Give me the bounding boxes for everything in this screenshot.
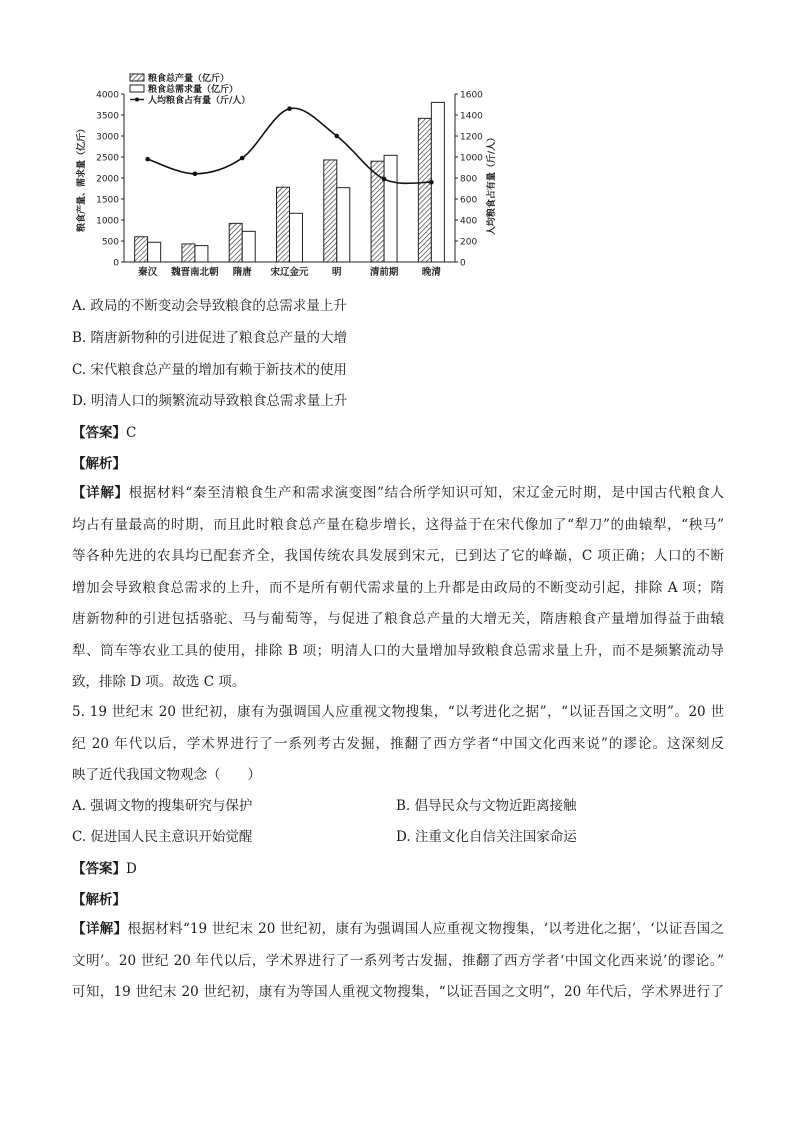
y2-axis-title: 人均粮食占有量（斤/人） [487,132,497,236]
production-bar [324,160,337,262]
q5-option-a: A. 强调文物的搜集研究与保护 [72,798,253,814]
y2-tick-label: 0 [460,258,466,269]
production-bar [418,118,431,262]
q5-detail [72,914,724,1009]
production-bar [182,244,195,262]
stem-line: 纪 20 年代以后，学术界进行了一系列考古发掘，推翻了西方学者“中国文化西来说”的谬论。这深刻反 [72,735,724,752]
detail-line: 等各种先进的农具均已配套齐全，我国传统农具发展到宋元，已到达了它的峰巅，C 项正确；人口的不断 [72,548,724,564]
category-label: 魏晋南北朝 [171,267,219,278]
q5-analysis-label: 【解析】 [72,892,126,908]
detail-line: 犁、筒车等农业工具的使用，排除 B 项；明清人口的大量增加导致粮食总需求量上升，而不是频繁流动导 [72,642,724,659]
per-capita-point [429,180,434,185]
stem-line: 5. 19 世纪末 20 世纪初，康有为强调国人应重视文物搜集，“以考进化之据”，“以证吾国之文明”。20 世 [72,704,724,720]
detail-line: 可知，19 世纪末 20 世纪初，康有为等国人重视文物搜集，“以证吾国之文明”，20 年代后，学术界进行了 [72,984,724,1000]
grain-chart [70,68,510,284]
answer-label: 【答案】 [72,861,126,877]
y-tick-label: 4000 [96,90,119,101]
q5-option-c: C. 促进国人民主意识开始觉醒 [72,829,253,845]
category-label: 晚清 [421,267,441,278]
q5-option-b: B. 倡导民众与文物近距离接触 [396,798,577,814]
detail-text: 根据材料“19 世纪末 20 世纪初，康有为强调国人应重视文物搜集，‘以考进化之据’，‘以证吾国之 [127,921,724,937]
y2-tick-label: 400 [460,216,478,227]
demand-bar [148,242,161,262]
legend-label: 粮食总产量（亿斤） [148,74,230,84]
y-tick-label: 3000 [96,132,119,143]
production-bar [371,161,384,262]
detail-line [72,914,724,946]
y-tick-label: 1000 [96,216,119,227]
legend-label: 人均粮食占有量（斤/人） [148,96,251,106]
y-axis-title: 粮食产量、需求量（亿斤） [77,123,87,233]
y2-tick-label: 1600 [460,90,483,101]
per-capita-point [240,156,245,161]
production-bar [229,223,242,262]
detail-label: 【详解】 [72,485,129,501]
q4-answer [72,423,136,443]
demand-bar [384,155,397,262]
category-label: 宋辽金元 [270,267,309,278]
production-bar [135,237,148,262]
answer-value: D [126,861,137,877]
q4-detail [72,478,724,699]
per-capita-point [287,106,292,111]
y-tick-label: 500 [101,237,119,248]
detail-line: 文明’。20 世纪 20 年代以后，学术界进行了一系列考古发掘，推翻了西方学者‘中国文化西来说’的谬论。” [72,952,724,969]
category-label: 明 [332,267,342,278]
detail-label: 【详解】 [72,921,128,937]
y-tick-label: 1500 [96,195,119,206]
demand-bar [195,246,208,262]
q4-option-b: B. 隋唐新物种的引进促进了粮食总产量的大增 [72,330,348,346]
q5-option-d: D. 注重文化自信关注国家命运 [396,829,577,845]
detail-line: 致，排除 D 项。故选 C 项。 [72,674,246,690]
legend-label: 粮食总需求量（亿斤） [148,85,239,95]
y-tick-label: 0 [113,258,119,269]
q5-answer [72,859,137,879]
detail-line [72,478,724,510]
answer-value: C [126,425,137,441]
y2-tick-label: 1200 [460,132,483,143]
y2-tick-label: 200 [460,237,478,248]
category-label: 秦汉 [138,267,158,278]
q4-analysis-label: 【解析】 [72,456,126,472]
legend-marker [135,98,139,102]
y-tick-label: 2000 [96,174,119,185]
category-label: 清前期 [369,267,399,278]
demand-bar [290,213,303,262]
detail-text: 根据材料“秦至清粮食生产和需求演变图”结合所学知识可知，宋辽金元时期，是中国古代粮食人 [128,485,724,501]
per-capita-point [334,134,339,139]
legend-swatch [130,85,144,92]
y2-tick-label: 600 [460,195,478,206]
answer-label: 【答案】 [72,425,126,441]
legend-swatch [130,74,144,81]
detail-line: 均占有量最高的时期，而且此时粮食总产量在稳步增长，这得益于在宋代像加了“犁刀”的曲辕犁，“秧马” [72,516,724,533]
demand-bar [242,231,255,262]
y-tick-label: 3500 [96,111,119,122]
q4-option-d: D. 明清人口的频繁流动导致粮食总需求量上升 [72,393,348,409]
q5-stem [72,697,724,792]
q4-option-c: C. 宋代粮食总产量的增加有赖于新技术的使用 [72,362,347,378]
stem-line: 映了近代我国文物观念（ ） [72,767,261,783]
demand-bar [337,188,350,262]
q4-option-a: A. 政局的不断变动会导致粮食的总需求量上升 [72,298,347,314]
category-label: 隋唐 [232,267,252,278]
detail-line: 唐新物种的引进包括骆驼、马与葡萄等，与促进了粮食总产量的大增无关，隋唐粮食产量增加得益于曲辕 [72,611,724,627]
detail-line: 增加会导致粮食总需求的上升，而不是所有朝代需求量的上升都是由政局的不断变动引起，排除 A 项；隋 [72,579,724,596]
per-capita-point [193,172,198,177]
y2-tick-label: 1400 [460,111,483,122]
per-capita-point [382,177,387,182]
y-tick-label: 2500 [96,153,119,164]
y2-tick-label: 800 [460,174,478,185]
y2-tick-label: 1000 [460,153,483,164]
production-bar [277,187,290,262]
per-capita-point [145,157,150,162]
